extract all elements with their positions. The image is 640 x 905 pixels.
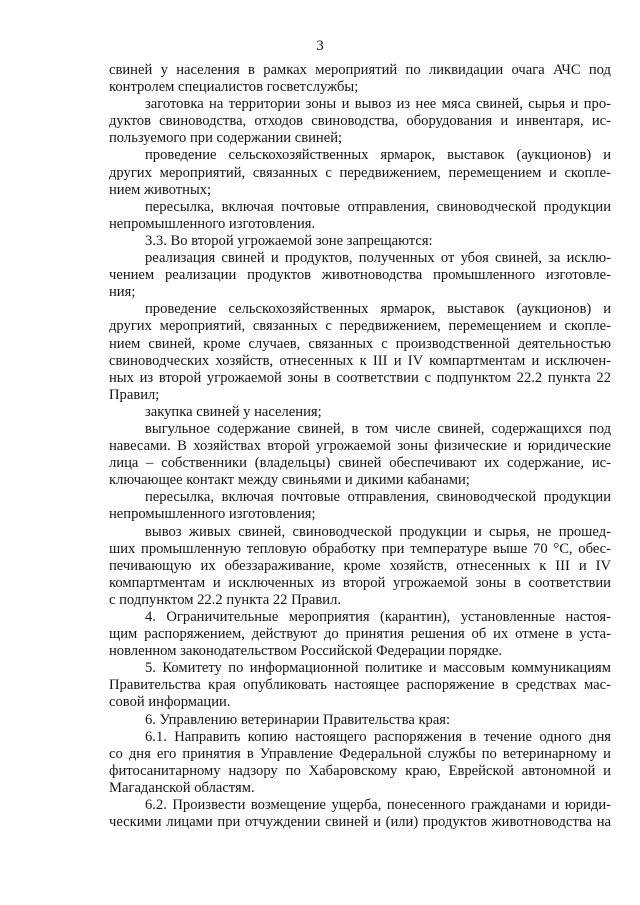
text-line: 6. Управлению ветеринарии Правительства края:	[145, 711, 451, 728]
text-line: непромышленного изготовления.	[109, 215, 316, 232]
text-line: 6.2. Произвести возмещение ущерба, понесенного гражданами и юриди-	[145, 797, 611, 814]
text-line: фитосанитарному надзору по Хабаровскому краю, Еврейской автономной и	[109, 762, 611, 779]
text-line: ния;	[109, 284, 136, 301]
text-line: выгульное содержание свиней, в том числе свиней, содержащихся под	[145, 420, 611, 437]
text-line: нием животных;	[109, 181, 212, 198]
text-line: 3.3. Во второй угрожаемой зоне запрещаются:	[145, 232, 433, 249]
text-line: лица – собственники (владельцы) свиней обеспечивают их содержание, ис-	[109, 455, 611, 472]
text-line: непромышленного изготовления;	[109, 506, 316, 523]
text-line: с подпунктом 22.2 пункта 22 Правил.	[109, 591, 342, 608]
text-line: других мероприятий, связанных с передвижением, перемещением и скопле-	[109, 318, 611, 335]
document-body	[109, 62, 611, 831]
page-number: 3	[316, 38, 324, 54]
text-line: проведение сельскохозяйственных ярмарок, выставок (аукционов) и	[145, 301, 611, 318]
text-line: свиноводческих хозяйств, отнесенных к III и IV компартментам и исключен-	[109, 352, 611, 369]
text-line: реализация свиней и продуктов, полученных от убоя свиней, за исклю-	[145, 250, 611, 267]
text-line: пересылка, включая почтовые отправления, свиноводческой продукции	[145, 198, 611, 215]
text-line: компартментам и исключенных из второй угрожаемой зоны в соответствии	[109, 574, 611, 591]
text-line: щим распоряжением, действуют до принятия решения об их отмене в уста-	[109, 626, 611, 643]
text-line: других мероприятий, связанных с передвижением, перемещением и скопле-	[109, 164, 611, 181]
text-line: пользуемого при содержании свиней;	[109, 130, 343, 147]
text-line: свиней у населения в рамках мероприятий по ликвидации очага АЧС под	[109, 62, 611, 78]
text-line: проведение сельскохозяйственных ярмарок, выставок (аукционов) и	[145, 147, 611, 164]
text-line: заготовка на территории зоны и вывоз из нее мяса свиней, сырья и про-	[145, 96, 611, 113]
text-line: печивающую их обеззараживание, кроме хозяйств, отнесенных к III и IV	[109, 557, 611, 574]
text-line: со дня его принятия в Управление Федеральной службы по ветеринарному и	[109, 745, 611, 762]
text-line: 4. Ограничительные мероприятия (карантин), установленные настоя-	[145, 609, 611, 625]
text-line: Правил;	[109, 386, 160, 403]
text-line: контролем специалистов госветслужбы;	[109, 79, 359, 96]
text-line: нием свиней, кроме случаев, связанных с производственной деятельностью	[109, 335, 611, 352]
text-line: 5. Комитету по информационной политике и массовым коммуникациям	[145, 660, 611, 677]
text-line: ших промышленную тепловую обработку при температуре выше 70 °С, обес-	[109, 540, 611, 557]
text-line: закупка свиней у населения;	[145, 403, 322, 420]
text-line: ческими лицами при отчуждении свиней и (или) продуктов животноводства на	[109, 814, 611, 831]
text-line: Правительства края опубликовать настоящее распоряжение в средствах мас-	[109, 677, 611, 694]
text-line: вывоз живых свиней, свиноводческой продукции и сырья, не прошед-	[145, 523, 611, 540]
text-line: совой информации.	[109, 694, 231, 711]
text-line: 6.1. Направить копию настоящего распоряжения в течение одного дня	[145, 728, 611, 745]
text-line: Магаданской областям.	[109, 779, 255, 796]
text-line: навесами. В хозяйствах второй угрожаемой зоны физические и юридические	[109, 438, 611, 455]
text-line: чением реализации продуктов животноводства промышленного изготовле-	[109, 267, 611, 284]
text-line: дуктов свиноводства, отходов свиноводства, оборудования и инвентаря, ис-	[109, 113, 611, 130]
text-line: новленном законодательством Российской Федерации порядке.	[109, 643, 503, 660]
text-line: ключающее контакт между свиньями и дикими кабанами;	[109, 472, 470, 489]
text-line: пересылка, включая почтовые отправления, свиноводческой продукции	[145, 489, 611, 506]
text-line: ных из второй угрожаемой зоны в соответствии с подпунктом 22.2 пункта 22	[109, 369, 611, 386]
